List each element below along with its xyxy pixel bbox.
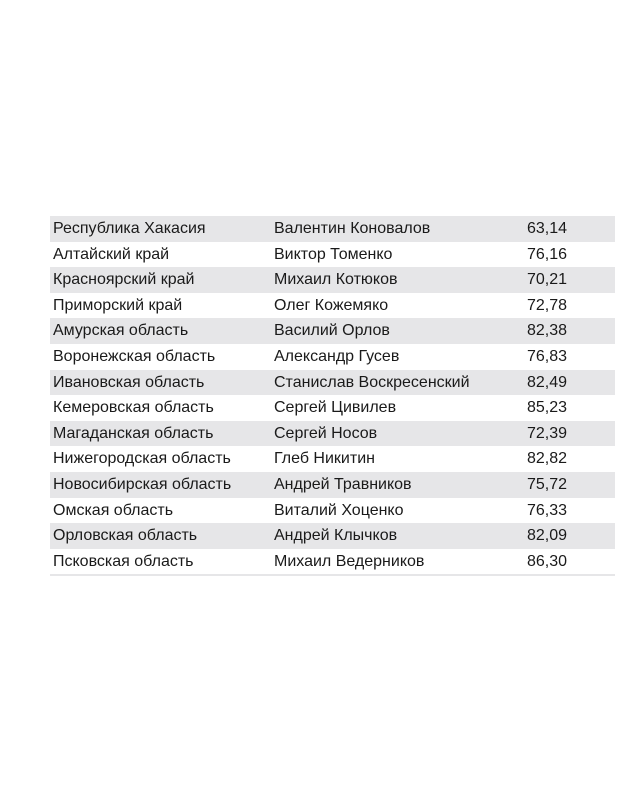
region-cell: Новосибирская область: [53, 475, 232, 493]
region-cell: Республика Хакасия: [53, 220, 206, 237]
region-cell: Амурская область: [53, 322, 189, 340]
percent-cell: 86,30: [527, 552, 568, 570]
region-cell: Приморский край: [53, 296, 183, 314]
governor-cell: Александр Гусев: [274, 347, 400, 365]
percent-cell: 76,83: [527, 347, 568, 365]
region-cell: Алтайский край: [53, 245, 170, 263]
region-cell: Красноярский край: [53, 271, 195, 289]
table-row: [50, 395, 615, 421]
region-cell: Псковская область: [53, 552, 194, 570]
table-row: [50, 293, 615, 319]
percent-cell: 76,16: [527, 245, 568, 263]
percent-cell: 85,23: [527, 399, 568, 417]
table-row: [50, 549, 615, 577]
table-row: [50, 498, 615, 524]
region-cell: Омская область: [53, 501, 174, 519]
region-cell: Нижегородская область: [53, 450, 231, 468]
percent-cell: 82,38: [527, 322, 568, 340]
governor-cell: Андрей Клычков: [274, 527, 398, 545]
table-row: [50, 523, 615, 549]
governor-cell: Михаил Котюков: [274, 271, 398, 289]
table-row: [50, 318, 615, 344]
region-cell: Воронежская область: [53, 347, 216, 365]
governor-cell: Сергей Цивилев: [274, 399, 397, 417]
governor-cell: Глеб Никитин: [274, 450, 375, 468]
governor-cell: Станислав Воскресенский: [274, 373, 470, 391]
percent-cell: 70,21: [527, 271, 568, 289]
region-cell: Кемеровская область: [53, 399, 214, 417]
table-row: [50, 242, 615, 268]
percent-cell: 82,82: [527, 450, 568, 468]
region-cell: Магаданская область: [53, 424, 214, 442]
percent-cell: 63,14: [527, 220, 568, 237]
governor-cell: Олег Кожемяко: [274, 296, 389, 314]
table-row: [50, 446, 615, 472]
governor-cell: Виктор Томенко: [274, 245, 393, 263]
governor-cell: Андрей Травников: [274, 475, 412, 493]
percent-cell: 72,39: [527, 424, 568, 442]
table-row: [50, 344, 615, 370]
governor-cell: Михаил Ведерников: [274, 552, 425, 570]
table-row: [50, 267, 615, 293]
table-row: [50, 370, 615, 396]
percent-cell: 72,78: [527, 296, 568, 314]
percent-cell: 82,49: [527, 373, 568, 391]
percent-cell: 76,33: [527, 501, 568, 519]
region-cell: Орловская область: [53, 527, 198, 545]
percent-cell: 75,72: [527, 475, 568, 493]
results-table: [50, 216, 615, 576]
table-row: [50, 421, 615, 447]
percent-cell: 82,09: [527, 527, 568, 545]
table-row: [50, 472, 615, 498]
governor-cell: Сергей Носов: [274, 424, 378, 442]
governor-cell: Валентин Коновалов: [274, 220, 431, 237]
region-cell: Ивановская область: [53, 373, 205, 391]
governor-cell: Василий Орлов: [274, 322, 390, 340]
governor-cell: Виталий Хоценко: [274, 501, 404, 519]
table-row: [50, 216, 615, 242]
